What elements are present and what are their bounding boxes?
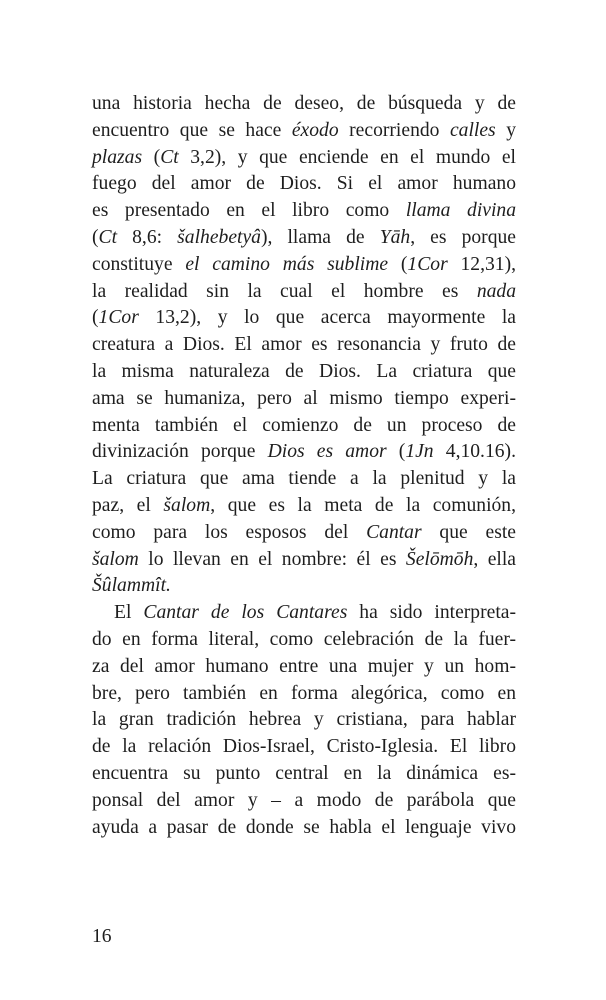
- text-line: [92, 681, 516, 708]
- text-line: [92, 171, 516, 198]
- paragraph: [92, 91, 516, 600]
- text-line: [92, 627, 516, 654]
- text-segment: es presentado en el libro como: [92, 200, 406, 222]
- text-segment: lo llevan en el nombre: él es: [138, 548, 406, 570]
- text-line: [92, 734, 516, 761]
- italic-text: plazas: [92, 146, 143, 168]
- text-segment: como para los esposos del: [92, 521, 367, 543]
- text-segment: ponsal del amor y – a modo de parábola que: [92, 789, 516, 811]
- text-line: [92, 573, 516, 600]
- text-segment: 4,10.16).: [433, 441, 516, 463]
- text-line: [92, 332, 516, 359]
- text-segment: menta también el comienzo de un proceso de: [92, 414, 516, 436]
- italic-text: nada: [476, 280, 516, 302]
- text-line: [92, 815, 516, 842]
- body-text: [92, 91, 516, 841]
- text-segment: La criatura que ama tiende a la plenitud y la: [92, 468, 516, 490]
- text-segment: que este: [421, 521, 516, 543]
- text-segment: ayuda a pasar de donde se habla el lenguaje vivo: [92, 816, 516, 838]
- text-segment: divinización porque: [92, 441, 268, 463]
- text-segment: 8,6:: [117, 226, 178, 248]
- text-line: [92, 305, 516, 332]
- text-line: [92, 761, 516, 788]
- italic-text: 1Cor: [98, 307, 139, 329]
- text-segment: El: [114, 602, 144, 624]
- text-line: [92, 118, 516, 145]
- text-line: [92, 279, 516, 306]
- italic-text: Cantar: [366, 521, 422, 543]
- text-segment: paz, el: [92, 494, 164, 516]
- text-line: [92, 600, 516, 627]
- italic-text: calles: [449, 119, 496, 141]
- text-segment: constituye: [92, 253, 186, 275]
- italic-text: el camino más sublime: [185, 253, 389, 275]
- page-number: 16: [92, 926, 112, 947]
- text-segment: la misma naturaleza de Dios. La criatura que: [92, 360, 516, 382]
- text-line: [92, 707, 516, 734]
- text-segment: (: [142, 146, 161, 168]
- text-segment: bre, pero también en forma alegórica, como en: [92, 682, 516, 704]
- text-segment: la realidad sin la cual el hombre es: [92, 280, 477, 302]
- text-segment: encuentra su punto central en la dinámica es-: [92, 762, 516, 784]
- text-line: [92, 466, 516, 493]
- text-segment: ), llama de: [260, 226, 380, 248]
- italic-text: Šûlammît.: [92, 575, 171, 597]
- italic-text: éxodo: [291, 119, 339, 141]
- text-line: [92, 788, 516, 815]
- text-line: [92, 439, 516, 466]
- text-line: [92, 520, 516, 547]
- text-segment: recorriendo: [338, 119, 450, 141]
- italic-text: 1Jn: [405, 441, 434, 463]
- text-line: [92, 91, 516, 118]
- text-segment: (: [388, 253, 408, 275]
- text-line: [92, 225, 516, 252]
- text-segment: 12,31),: [447, 253, 517, 275]
- italic-text: Ct: [160, 146, 179, 168]
- italic-text: šalhebetyâ: [177, 226, 261, 248]
- text-segment: , que es la meta de la comunión,: [210, 494, 517, 516]
- text-line: [92, 359, 516, 386]
- text-segment: la gran tradición hebrea y cristiana, para hablar: [92, 709, 516, 731]
- italic-text: Ct: [98, 226, 118, 248]
- italic-text: Cantar de los Cantares: [143, 602, 348, 624]
- italic-text: šalom: [163, 494, 211, 516]
- text-line: [92, 547, 516, 574]
- text-segment: de la relación Dios-Israel, Cristo-Iglesia. El libro: [92, 736, 516, 758]
- text-segment: y: [495, 119, 517, 141]
- text-line: [92, 386, 516, 413]
- text-segment: za del amor humano entre una mujer y un hom-: [92, 655, 516, 677]
- text-segment: ha sido interpreta-: [347, 602, 516, 624]
- text-line: [92, 198, 516, 225]
- text-segment: (: [92, 226, 99, 248]
- italic-text: llama divina: [405, 200, 516, 222]
- text-segment: una historia hecha de deseo, de búsqueda y de: [92, 93, 516, 114]
- text-segment: fuego del amor de Dios. Si el amor humano: [92, 173, 516, 195]
- text-line: [92, 145, 516, 172]
- italic-text: Dios es amor: [267, 441, 387, 463]
- italic-text: šalom: [92, 548, 139, 570]
- text-line: [92, 493, 516, 520]
- italic-text: Yāh: [379, 226, 411, 248]
- text-segment: 13,2), y lo que acerca mayormente la: [138, 307, 516, 329]
- text-segment: (: [92, 307, 99, 329]
- text-line: [92, 252, 516, 279]
- text-segment: encuentro que se hace: [92, 119, 292, 141]
- text-line: [92, 413, 516, 440]
- italic-text: 1Cor: [407, 253, 448, 275]
- text-segment: creatura a Dios. El amor es resonancia y fruto de: [92, 334, 516, 356]
- text-segment: 3,2), y que enciende en el mundo el: [178, 146, 516, 168]
- text-segment: , ella: [473, 548, 516, 570]
- paragraph: [92, 600, 516, 841]
- text-segment: ama se humaniza, pero al mismo tiempo experi-: [92, 387, 516, 409]
- text-segment: (: [386, 441, 406, 463]
- text-segment: , es porque: [410, 226, 516, 248]
- text-segment: do en forma literal, como celebración de la fuer-: [92, 628, 516, 650]
- text-line: [92, 654, 516, 681]
- italic-text: Šelōmōh: [405, 548, 474, 570]
